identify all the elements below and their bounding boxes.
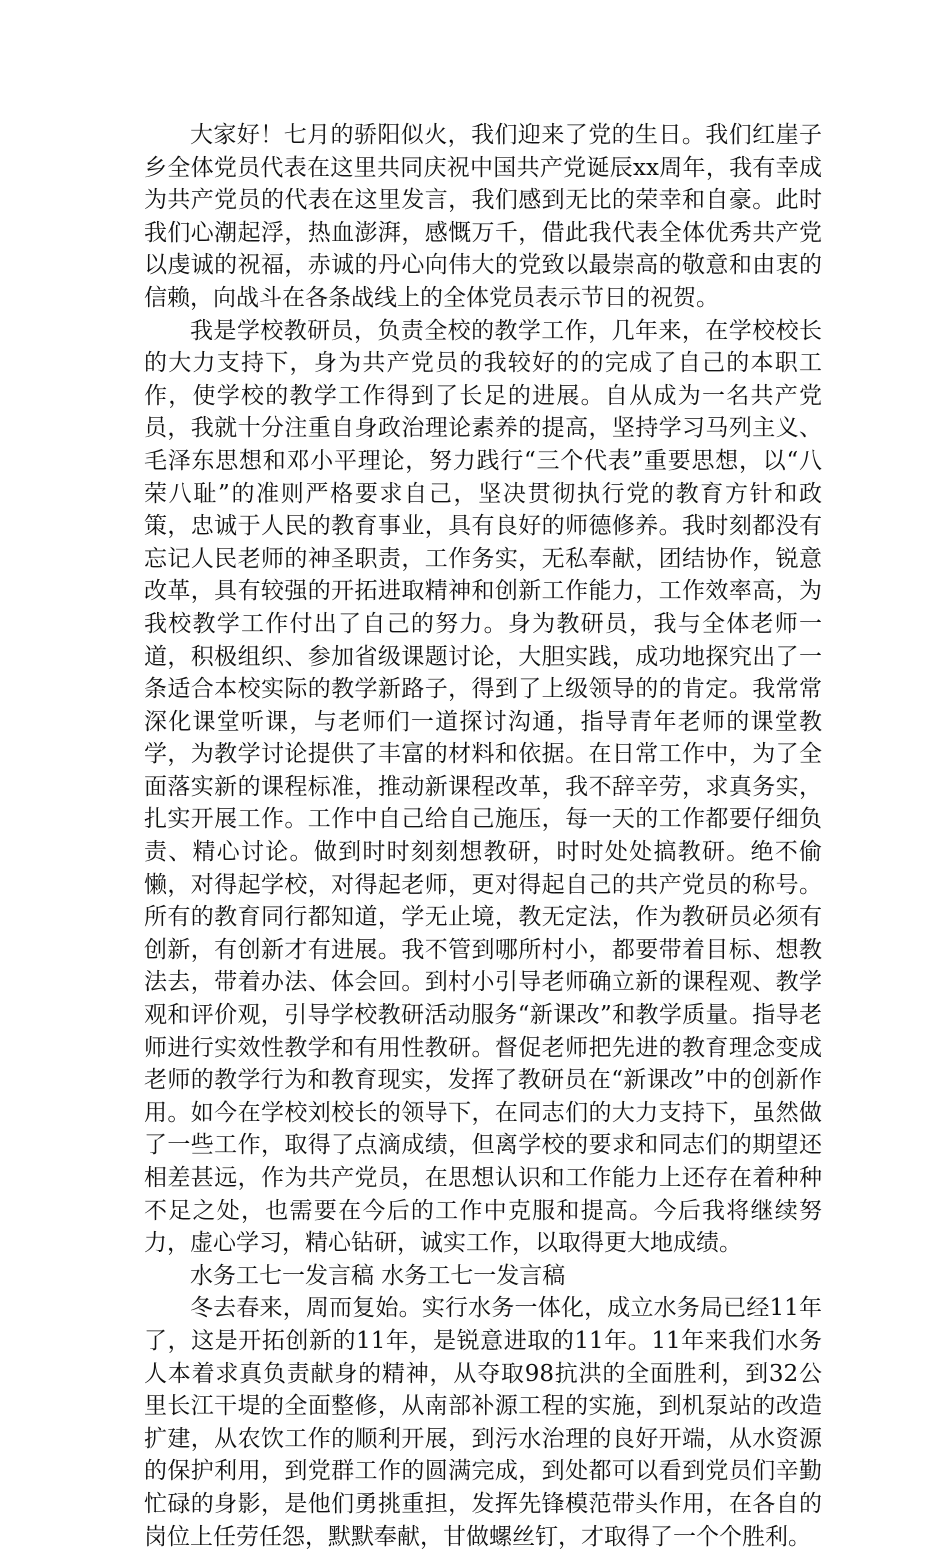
document-page [144, 119, 822, 1553]
paragraph-2: 我是学校教研员，负责全校的教学工作，几年来，在学校校长的大力支持下，身为共产党员的我较好的的完成了自己的本职工作，使学校的教学工作得到了长足的进展。自从成为一名共产党员，我就十分注重自身政治理论素养的提高，坚持学习马列主义、毛泽东思想和邓小平理论，努力践行“三个代表”重要思想，以“八荣八耻”的准则严格要求自己，坚决贯彻执行党的教育方针和政策，忠诚于人民的教育事业，具有良好的师德修养。我时刻都没有忘记人民老师的神圣职责，工作务实，无私奉献，团结协作，锐意改革，具有较强的开拓进取精神和创新工作能力，工作效率高，为我校教学工作付出了自己的努力。身为教研员，我与全体老师一道，积极组织、参加省级课题讨论，大胆实践，成功地探究出了一条适合本校实际的教学新路子，得到了上级领导的的肯定。我常常深化课堂听课，与老师们一道探讨沟通，指导青年老师的课堂教学，为教学讨论提供了丰富的材料和依据。在日常工作中，为了全面落实新的课程标准，推动新课程改革，我不辞辛劳，求真务实，扎实开展工作。工作中自己给自己施压，每一天的工作都要仔细负责、精心讨论。做到时时刻刻想教研，时时处处搞教研。绝不偷懒，对得起学校，对得起老师，更对得起自己的共产党员的称号。所有的教育同行都知道，学无止境，教无定法，作为教研员必须有创新，有创新才有进展。我不管到哪所村小，都要带着目标、想教法去，带着办法、体会回。到村小引导老师确立新的课程观、教学观和评价观，引导学校教研活动服务“新课改”和教学质量。指导老师进行实效性教学和有用性教研。督促老师把先进的教育理念变成老师的教学行为和教育现实，发挥了教研员在“新课改”中的创新作用。如今在学校刘校长的领导下，在同志们的大力支持下，虽然做了一些工作，取得了点滴成绩，但离学校的要求和同志们的期望还相差甚远，作为共产党员，在思想认识和工作能力上还存在着种种不足之处，也需要在今后的工作中克服和提高。今后我将继续努力，虚心学习，精心钻研，诚实工作，以取得更大地成绩。 [144, 317, 822, 1257]
section-title: 水务工七一发言稿 水务工七一发言稿 [190, 1262, 566, 1289]
paragraph-1: 大家好！七月的骄阳似火，我们迎来了党的生日。我们红崖子乡全体党员代表在这里共同庆祝中国共产党诞辰xx周年，我有幸成为共产党员的代表在这里发言，我们感到无比的荣幸和自豪。此时我们心潮起浮，热血澎湃，感慨万千，借此我代表全体优秀共产党以虔诚的祝福，赤诚的丹心向伟大的党致以最崇高的敬意和由衷的信赖，向战斗在各条战线上的全体党员表示节日的祝贺。 [144, 122, 822, 311]
paragraph-3: 冬去春来，周而复始。实行水务一体化，成立水务局已经11年了，这是开拓创新的11年，是锐意进取的11年。11年来我们水务人本着求真负责献身的精神，从夺取98抗洪的全面胜利，到32公里长江干堤的全面整修，从南部补源工程的实施，到机泵站的改造扩建，从农饮工作的顺利开展，到污水治理的良好开端，从水资源的保护利用，到党群工作的圆满完成，到处都可以看到党员们辛勤忙碌的身影，是他们勇挑重担，发挥先锋模范带头作用，在各自的岗位上任劳任怨，默默奉献，甘做螺丝钉，才取得了一个个胜利。 [144, 1295, 822, 1550]
